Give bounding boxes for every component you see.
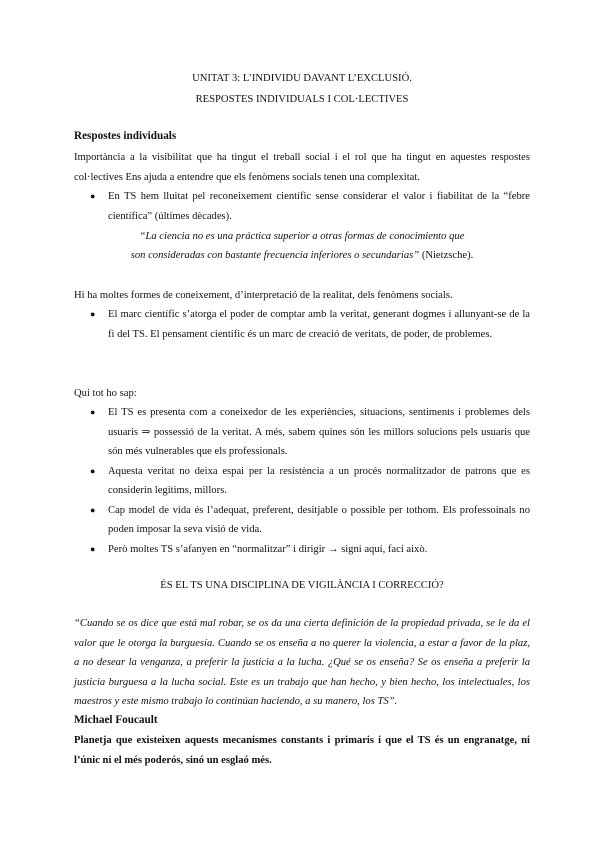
list-item-text: Cap model de vida és l’adequat, preferent, desitjable o possible per tothom. Els professoinals no poden imposar la seva visió de vida. [108,504,530,535]
paragraph-intro-3: Qui tot ho sap: [74,388,137,399]
quote-line-2: son consideradas con bastante frecuencia inferiores o secundarias” [130,250,420,261]
bullet-icon: ● [90,407,96,417]
list-item-text: Aquesta veritat no deixa espai per la resistència a un procés normalitzador de patrons que es considerin legítims, millors. [108,465,530,496]
list-item [74,305,530,344]
bullet-icon: ● [90,504,96,515]
list-item [74,501,530,540]
title-line-1: UNITAT 3: L’INDIVIDU DAVANT L’EXCLUSIÓ. [192,73,412,84]
foucault-quote: “Cuando se os dice que está mal robar, se os da una cierta definición de la propiedad privada, se le da el valor que le otorga la burguesía. Cuando se os enseña a no querer la violencia, a estar a favor de la plaz, a no desear la venganza, a preferir la justicia a la lucha. ¿Qué se os enseña? Se os enseña a preferir la justicia burguesa a la lucha social. Este es un trabajo que han hecho, y bien hecho, los intelectuales, los maestros y este mismo trabajo lo continúan haciendo, a su manero, los TS”. [74,618,530,707]
quote-author: (Nietzsche). [421,250,474,261]
quote-line-2-wrapper [74,246,530,266]
quote-author-foucault: Michael Foucault [74,714,158,726]
list-item [74,462,530,501]
list-item [74,403,530,462]
bullet-list-1 [74,187,530,226]
list-item-text: Però moltes TS s’afanyen en “normalitzar” i dirigir → signi aquí, faci això. [108,543,428,555]
list-item-text: El TS es presenta com a coneixedor de les experiències, situacions, sentiments i problemes dels usuaris ⇒ possessió de la veritat. A més, sabem quines són les millors solucions pels usuaris que són més vulnerables que els professionals. [108,407,530,457]
section-heading-vigilancia: ÉS EL TS UNA DISCIPLINA DE VIGILÀNCIA I CORRECCIÓ? [160,580,444,591]
quote-line-1: “La ciencia no es una práctica superior a otras formas de conocimiento que [139,231,465,242]
list-item-text: El marc científic s’atorga el poder de comptar amb la veritat, generant dogmes i allunyant-se de la fi del TS. El pensament científic és un marc de creació de veritats, de poder, de problemes. [108,309,530,340]
title-line-2: RESPOSTES INDIVIDUALS I COL·LECTIVES [195,94,409,105]
list-item [74,187,530,226]
section-heading-respostes-individuals: Respostes individuals [74,130,177,142]
bullet-list-3 [74,403,530,559]
bullet-icon: ● [90,465,96,476]
list-item-text: En TS hem lluitat pel reconeixement científic sense considerar el valor i fiabilitat de la “febre científica” (últimes dècades). [108,191,530,222]
bullet-icon: ● [90,309,96,319]
closing-paragraph: Planetja que existeixen aquests mecanismes constants i primaris i que el TS és un engranatge, ni l’únic ni el més poderós, sinó un esglaó més. [74,735,530,766]
bullet-list-2 [74,305,530,344]
bullet-icon: ● [90,543,96,554]
list-item [74,540,530,560]
paragraph-intro-1: Importància a la visibilitat que ha tingut el treball social i el rol que ha tingut en aquestes respostes col·lectives Ens ajuda a entendre que els fenòmens socials tenen una complexitat. [74,152,530,183]
paragraph-intro-2: Hi ha moltes formes de coneixement, d’interpretació de la realitat, dels fenòmens socials. [74,290,453,301]
bullet-icon: ● [90,191,96,201]
